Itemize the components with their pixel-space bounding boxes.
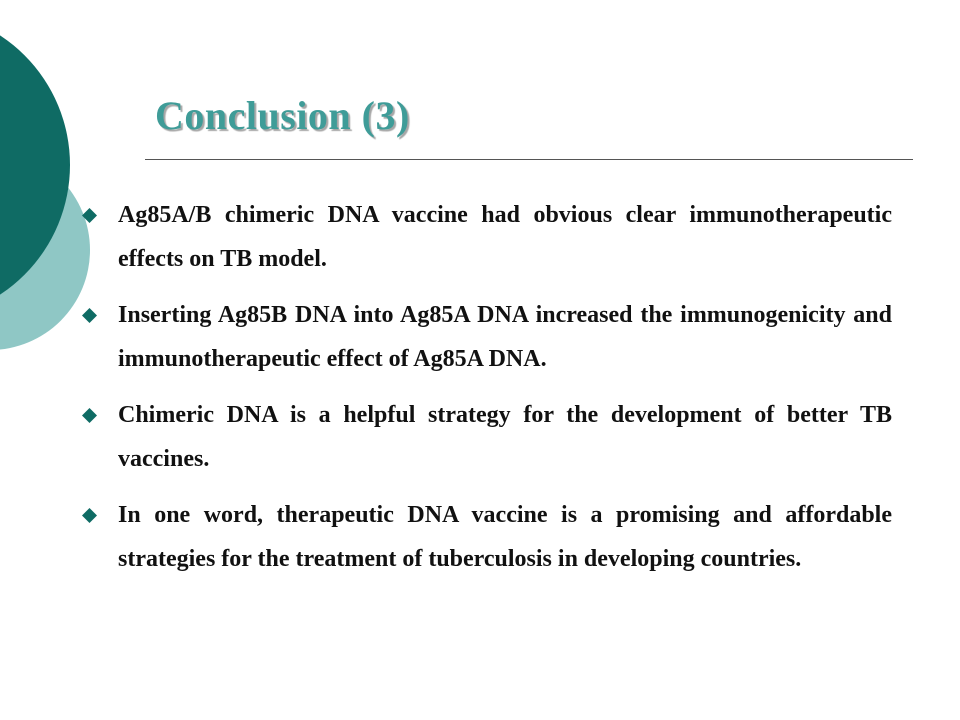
diamond-bullet-icon xyxy=(82,508,97,523)
diamond-bullet-icon xyxy=(82,408,97,423)
title-divider xyxy=(145,159,913,160)
bullet-list xyxy=(80,193,892,593)
bullet-text: Inserting Ag85B DNA into Ag85A DNA increased the immunogenicity and immunotherapeutic effect of Ag85A DNA. xyxy=(118,302,892,372)
slide-title: Conclusion (3) xyxy=(155,93,410,138)
bullet-text: Ag85A/B chimeric DNA vaccine had obvious clear immunotherapeutic effects on TB model. xyxy=(118,202,892,272)
bullet-text: Chimeric DNA is a helpful strategy for the development of better TB vaccines. xyxy=(118,402,892,472)
diamond-bullet-icon xyxy=(82,208,97,223)
bullet-item xyxy=(80,393,892,481)
diamond-bullet-icon xyxy=(82,308,97,323)
bullet-item xyxy=(80,193,892,281)
bullet-item xyxy=(80,293,892,381)
bullet-text: In one word, therapeutic DNA vaccine is a promising and affordable strategies for the treatment of tuberculosis in developing countries. xyxy=(118,502,892,572)
bullet-item xyxy=(80,493,892,581)
